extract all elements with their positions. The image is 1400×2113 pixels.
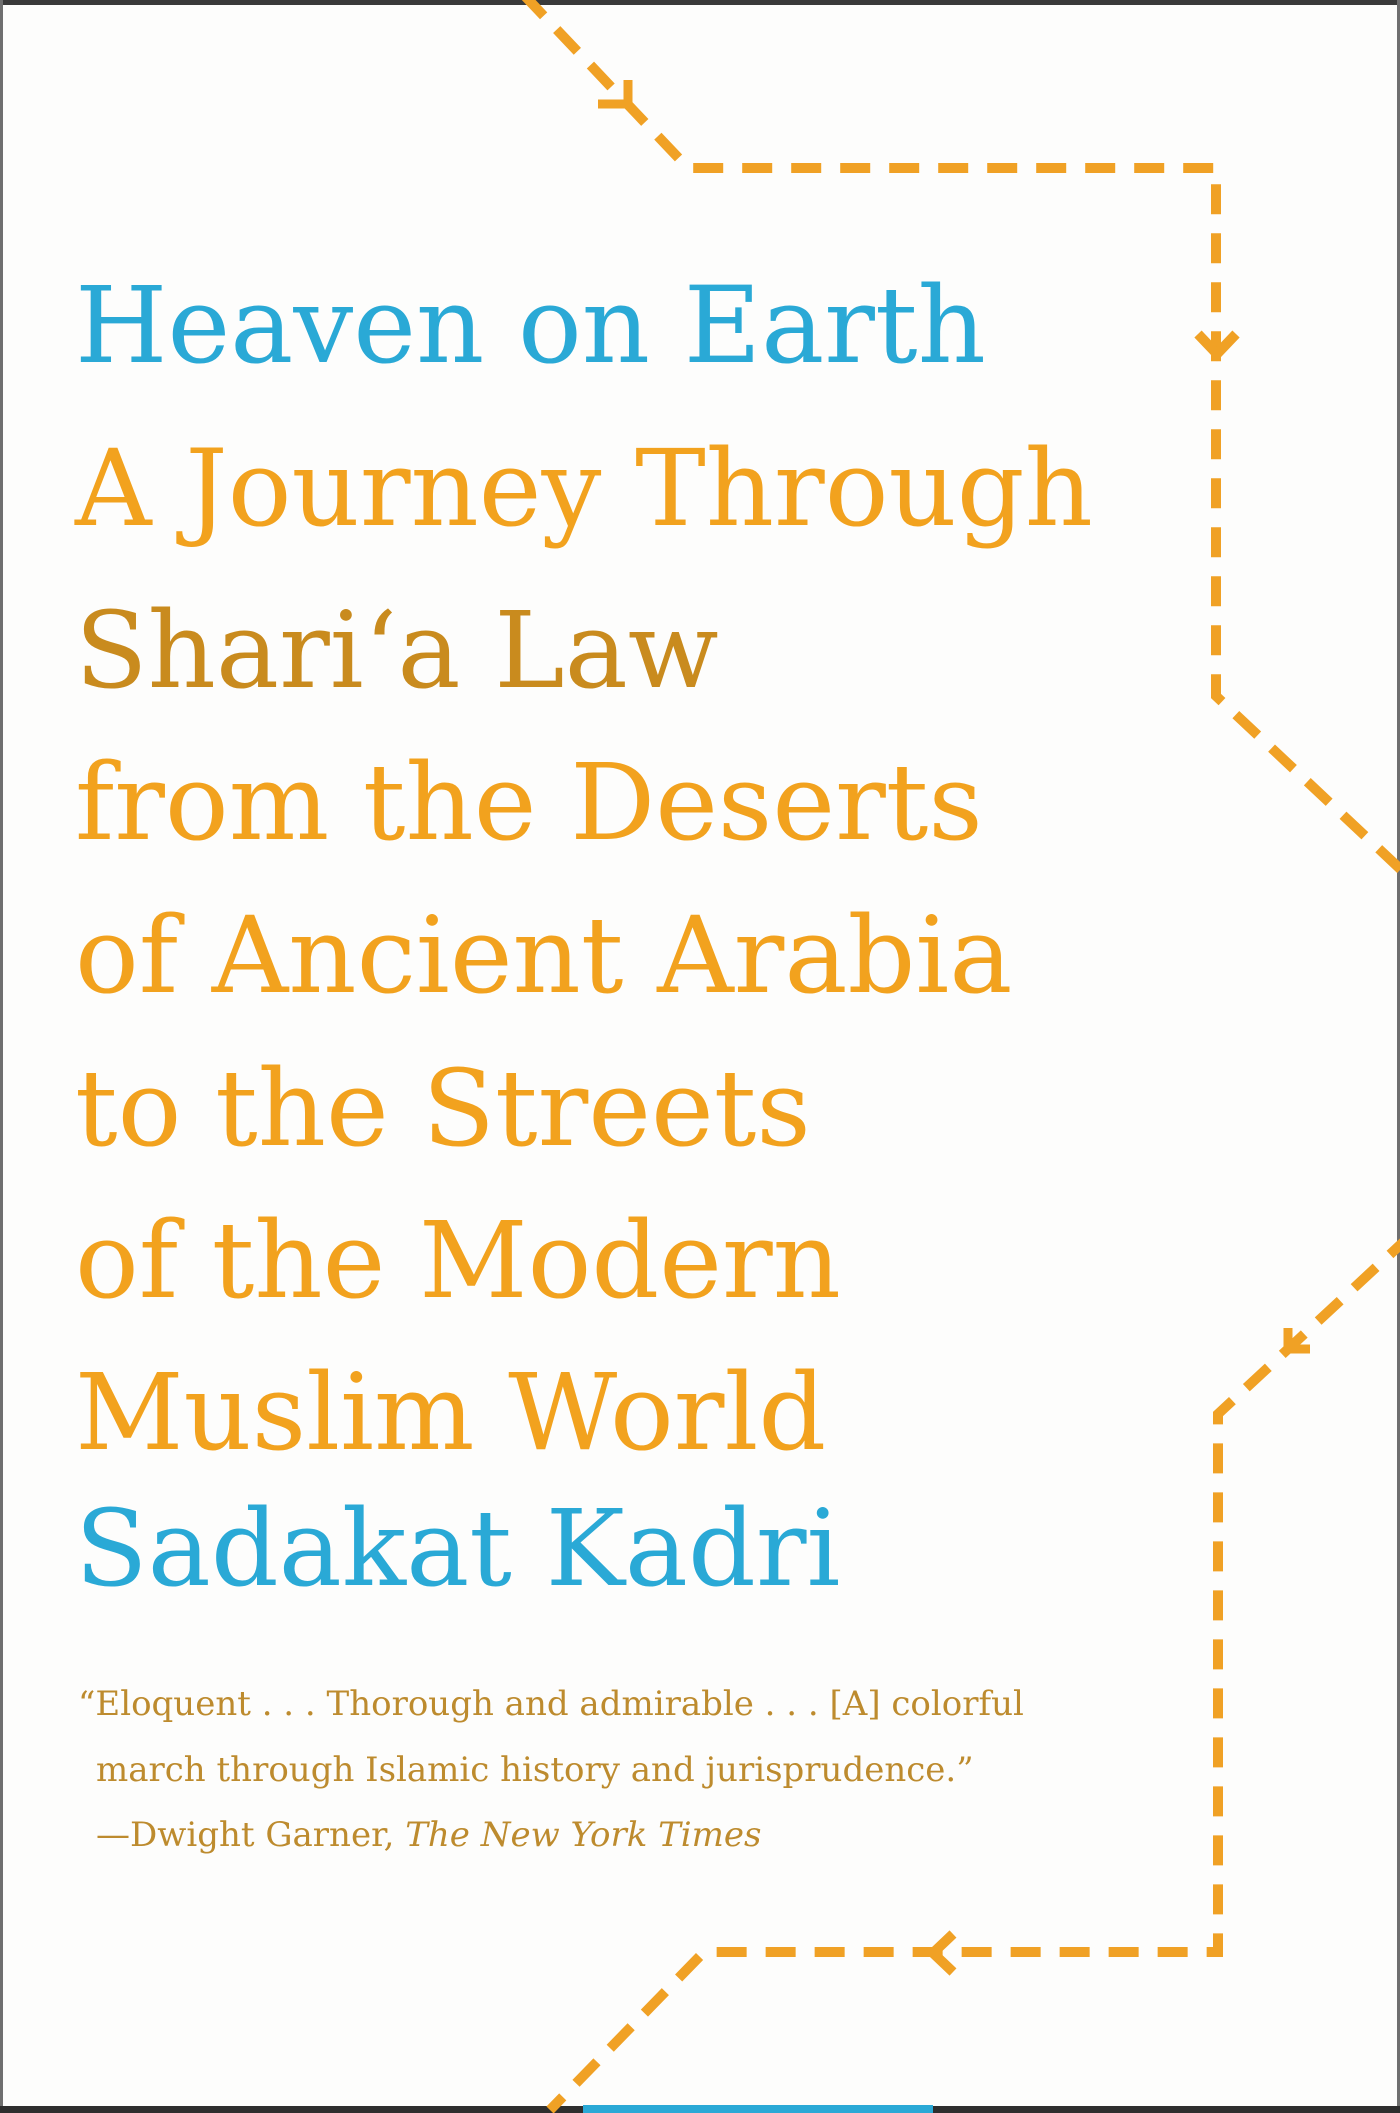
review-attribution-source: The New York Times: [405, 1815, 762, 1856]
review-quote: [78, 1672, 1024, 1869]
subtitle-line-6: of the Modern: [75, 1199, 841, 1322]
subtitle-line-7: Muslim World: [75, 1351, 827, 1474]
review-attribution-name: —Dwight Garner,: [96, 1815, 406, 1856]
subtitle-line-3: from the Deserts: [75, 741, 983, 864]
review-attribution: [78, 1803, 1024, 1869]
subtitle-line-4: of Ancient Arabia: [75, 894, 1013, 1017]
subtitle-line-2: Shari‘a Law: [75, 589, 719, 712]
subtitle-line-1: A Journey Through: [75, 427, 1093, 550]
chevron-left-icon: [933, 1934, 953, 1972]
review-line-2: march through Islamic history and jurisprudence.”: [96, 1749, 974, 1790]
subtitle-line-5: to the Streets: [75, 1047, 811, 1170]
author-name: Sadakat Kadri: [75, 1487, 841, 1610]
review-line-1: “Eloquent . . . Thorough and admirable . . . [A] colorful: [78, 1684, 1024, 1724]
bottom-teal-strip: [583, 2105, 933, 2113]
book-title: Heaven on Earth: [75, 264, 986, 387]
